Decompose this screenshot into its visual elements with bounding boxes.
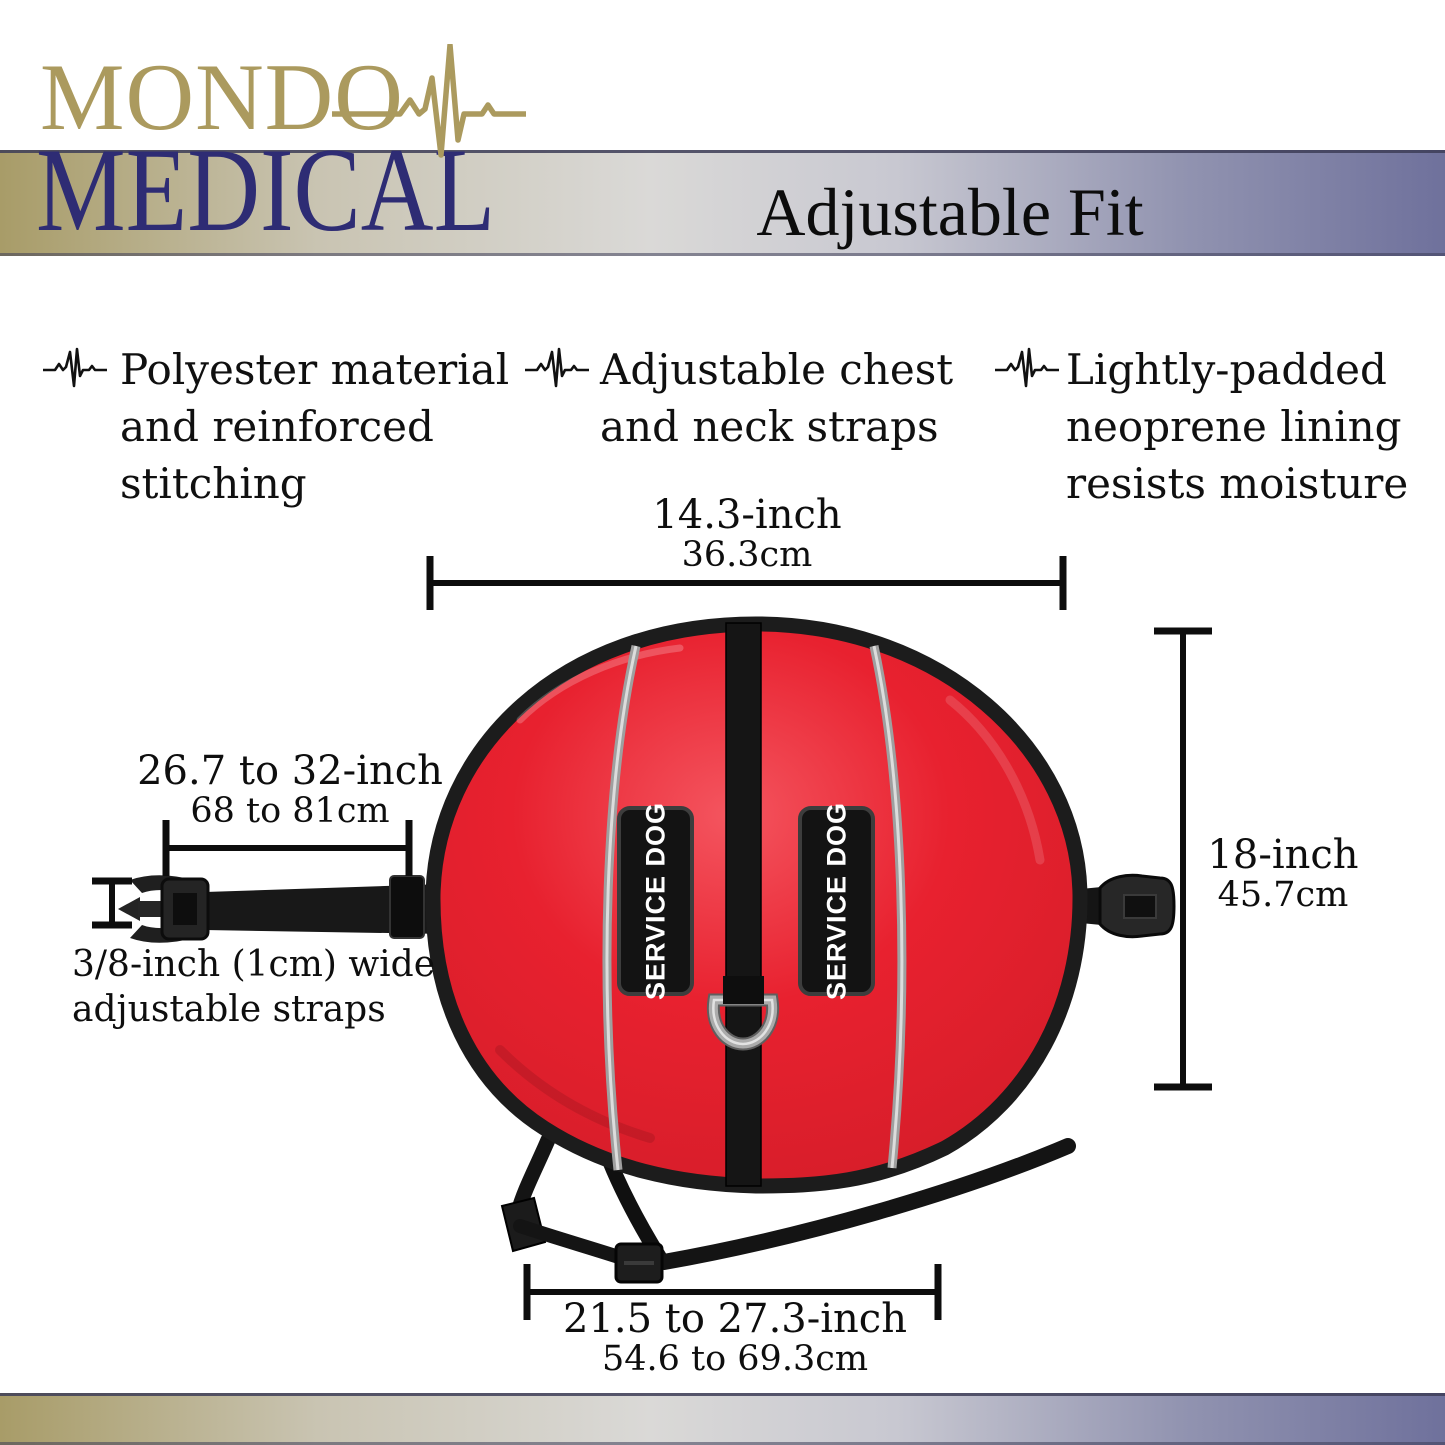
brand-name-medical: MEDICAL xyxy=(36,123,496,256)
ekg-path xyxy=(43,349,107,386)
buckle-prong-center-tip xyxy=(118,897,140,921)
dimension-label-neck-strap xyxy=(120,750,460,831)
feature-line: stitching xyxy=(120,459,307,508)
service-dog-patch-left xyxy=(619,802,692,1000)
neck-strap-group xyxy=(118,875,445,943)
ekg-path xyxy=(525,349,589,386)
dimension-cm: 54.6 to 69.3cm xyxy=(601,1339,869,1380)
ekg-bullet-icon xyxy=(524,346,590,390)
dimension-cm: 36.3cm xyxy=(681,535,813,576)
strap-width-note-line: adjustable straps xyxy=(72,989,386,1030)
strap-width-note-line: 3/8-inch (1cm) wide xyxy=(72,944,436,985)
feature-line: Adjustable chest xyxy=(600,345,954,394)
buckle-slot xyxy=(1124,895,1156,918)
feature-line: and neck straps xyxy=(600,402,939,451)
dimension-cm: 68 to 81cm xyxy=(190,791,390,832)
feature-line: Polyester material xyxy=(120,345,510,394)
dimension-label-top-width xyxy=(447,494,1047,575)
dimension-inches: 14.3-inch xyxy=(652,492,842,538)
strap-width-note xyxy=(72,942,435,1032)
feature-lining xyxy=(1066,341,1408,512)
brand-name-mondo: MONDO xyxy=(40,44,404,150)
ekg-bullet-icon xyxy=(42,346,108,390)
buckle-hole xyxy=(173,893,197,925)
dimension-inches: 21.5 to 27.3-inch xyxy=(563,1296,907,1342)
brand-ekg-path xyxy=(332,45,526,155)
dimension-inches: 18-inch xyxy=(1207,832,1359,878)
dimension-label-side-height xyxy=(1198,834,1368,915)
dimension-cm: 45.7cm xyxy=(1217,875,1349,916)
dimension-label-chest-strap xyxy=(435,1298,1035,1379)
dimension-inches: 26.7 to 32-inch xyxy=(137,748,443,794)
patch-label: SERVICE DOG xyxy=(821,801,852,1001)
center-strap xyxy=(726,623,761,1186)
feature-line: Lightly-padded xyxy=(1066,345,1387,394)
feature-line: neoprene lining xyxy=(1066,402,1402,451)
feature-line: and reinforced xyxy=(120,402,434,451)
page-title: Adjustable Fit xyxy=(756,174,1144,250)
brand-ekg-heartbeat-icon xyxy=(330,44,530,164)
service-dog-patch-right xyxy=(800,802,873,1000)
patch-label: SERVICE DOG xyxy=(640,801,671,1001)
ekg-path xyxy=(995,349,1059,386)
d-ring-strap-loop xyxy=(723,976,764,1004)
feature-material xyxy=(120,341,509,512)
feature-line: resists moisture xyxy=(1066,459,1409,508)
neck-strap-slider xyxy=(390,876,424,938)
feature-straps xyxy=(600,341,953,455)
ekg-bullet-icon xyxy=(994,346,1060,390)
